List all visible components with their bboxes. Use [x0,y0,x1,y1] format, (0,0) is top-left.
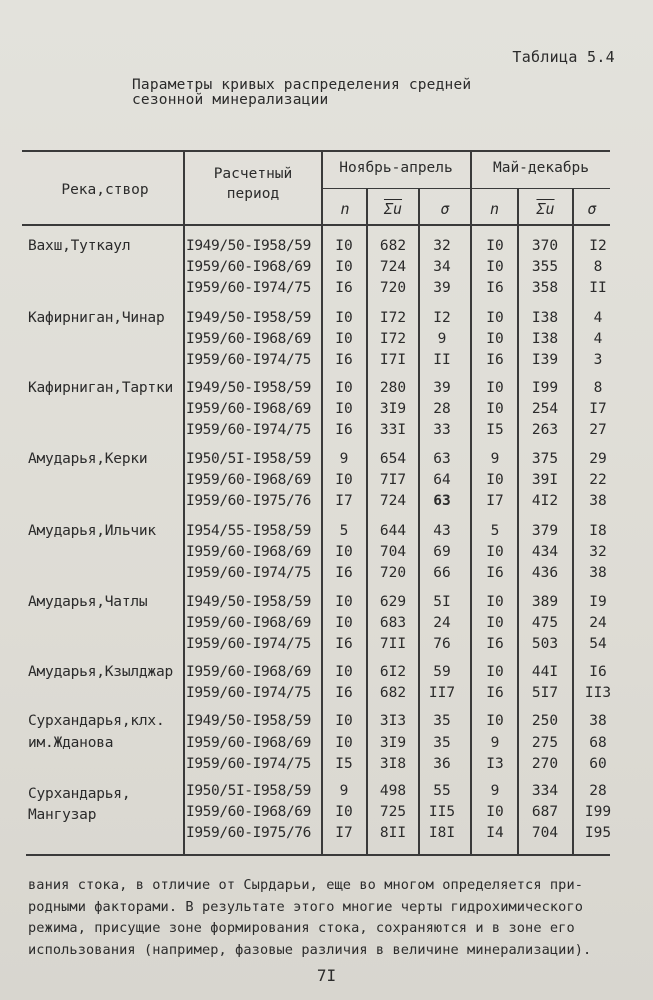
sum-u-cell: 503 [531,636,559,652]
period-cell: I959/60-I968/69 [186,804,311,820]
table-row [0,802,653,823]
table-row [0,491,653,512]
period-cell: I949/50-I958/59 [186,594,311,610]
period-cell: I959/60-I974/75 [186,565,311,581]
sigma-cell: II [589,280,607,296]
sigma-cell: 8 [593,380,603,396]
sigma-cell: 76 [433,636,451,652]
table-row [0,542,653,563]
sum-u-cell: 682 [379,685,407,701]
sum-u-cell: I72 [379,310,407,326]
n-cell: I6 [335,280,353,296]
table-row [0,449,653,470]
n-cell: I6 [486,352,504,368]
n-cell: I7 [335,493,353,509]
n-cell: I5 [335,756,353,772]
sum-u-cell: 39I [531,472,559,488]
river-station: Амударья,Ильчик [28,523,156,539]
header-n: n [340,200,350,218]
sigma-cell: 38 [589,565,607,581]
period-cell: I950/5I-I958/59 [186,783,311,799]
header-season-nov-apr: Ноябрь-апрель [339,160,453,176]
sigma-cell: 39 [433,280,451,296]
sigma-cell: I6 [589,664,607,680]
sigma-cell: 28 [433,401,451,417]
title-line: Параметры кривых распределения средней [132,77,472,93]
sum-u-cell: I38 [531,310,559,326]
table-row [0,420,653,441]
sigma-cell: 43 [433,523,451,539]
header-bottom-rule [22,224,610,226]
n-cell: I0 [486,472,504,488]
sum-u-cell: 720 [379,280,407,296]
table-row [0,278,653,299]
sigma-cell: 4 [593,331,603,347]
sum-u-cell: 379 [531,523,559,539]
n-cell: I6 [335,352,353,368]
table-row [0,754,653,775]
n-cell: I0 [486,804,504,820]
n-cell: I4 [486,825,504,841]
table-row [0,470,653,491]
sigma-cell: 63 [433,493,451,509]
sum-u-cell: I38 [531,331,559,347]
table-row [0,308,653,329]
river-station: Вахш,Туткаул [28,238,131,254]
sigma-cell: 36 [433,756,451,772]
sum-u-cell: 683 [379,615,407,631]
sum-u-cell: 7I7 [379,472,407,488]
n-cell: I6 [486,280,504,296]
n-cell: I0 [486,380,504,396]
sum-u-cell: 720 [379,565,407,581]
period-cell: I959/60-I974/75 [186,280,311,296]
sum-u-cell: 704 [531,825,559,841]
table-top-rule [22,150,610,152]
body-paragraph [28,875,628,961]
table-row [0,378,653,399]
period-cell: I959/60-I974/75 [186,685,311,701]
n-cell: I0 [486,664,504,680]
sigma-cell: 35 [433,735,451,751]
river-station: им.Жданова [28,735,114,751]
sigma-cell: I8 [589,523,607,539]
n-cell: 9 [490,735,500,751]
n-cell: 9 [339,783,349,799]
sigma-cell: 63 [433,451,451,467]
n-cell: I0 [335,331,353,347]
sigma-cell: I2 [589,238,607,254]
sum-u-cell: 3I9 [379,401,407,417]
n-cell: I6 [335,565,353,581]
n-cell: I0 [335,664,353,680]
table-title [132,78,532,108]
n-cell: I0 [486,238,504,254]
n-cell: I6 [335,422,353,438]
sum-u-cell: 358 [531,280,559,296]
n-cell: I0 [486,259,504,275]
table-row [0,634,653,655]
n-cell: I0 [335,380,353,396]
sum-u-cell: 682 [379,238,407,254]
header-river: Река,створ [61,182,149,198]
sum-u-cell: 3I8 [379,756,407,772]
n-cell: I3 [486,756,504,772]
period-cell: I950/5I-I958/59 [186,451,311,467]
table-row [0,521,653,542]
n-cell: I0 [335,713,353,729]
period-cell: I959/60-I974/75 [186,352,311,368]
sigma-cell: II [433,352,451,368]
period-cell: I959/60-I974/75 [186,422,311,438]
n-cell: I0 [486,331,504,347]
sum-u-cell: 33I [379,422,407,438]
sigma-cell: 5I [433,594,451,610]
sum-u-cell: 8II [379,825,407,841]
n-cell: 9 [490,783,500,799]
table-row [0,662,653,683]
sum-u-cell: 498 [379,783,407,799]
sigma-cell: I2 [433,310,451,326]
period-cell: I959/60-I974/75 [186,756,311,772]
n-cell: I0 [335,804,353,820]
sum-u-cell: 355 [531,259,559,275]
sum-u-cell: 280 [379,380,407,396]
table-number: Таблица 5.4 [512,48,615,66]
sigma-cell: 59 [433,664,451,680]
sigma-cell: 38 [589,493,607,509]
sigma-cell: 9 [437,331,447,347]
sum-u-cell: 687 [531,804,559,820]
n-cell: I6 [486,685,504,701]
sigma-cell: 38 [589,713,607,729]
sigma-cell: I7 [589,401,607,417]
sigma-cell: 29 [589,451,607,467]
sigma-cell: 8 [593,259,603,275]
table-row [0,399,653,420]
n-cell: I0 [335,615,353,631]
header-period-line2: период [226,186,280,202]
n-cell: 9 [490,451,500,467]
sigma-cell: 55 [433,783,451,799]
sum-u-cell: 7II [379,636,407,652]
sigma-cell: II3 [584,685,612,701]
period-cell: I959/60-I968/69 [186,544,311,560]
table-row [0,350,653,371]
table-row [0,563,653,584]
n-cell: I0 [335,594,353,610]
sum-u-cell: 370 [531,238,559,254]
sum-u-cell: 644 [379,523,407,539]
text-line: родными факторами. В результате этого многие черты гидрохимического [28,898,584,915]
sigma-cell: 54 [589,636,607,652]
n-cell: I6 [335,685,353,701]
period-cell: I949/50-I958/59 [186,238,311,254]
table-row [0,823,653,844]
sigma-cell: 66 [433,565,451,581]
text-line: использования (например, фазовые различия в величине минерализации). [28,941,592,958]
sum-u-cell: 254 [531,401,559,417]
sum-u-cell: 389 [531,594,559,610]
sigma-cell: 69 [433,544,451,560]
sum-u-cell: I72 [379,331,407,347]
period-cell: I954/55-I958/59 [186,523,311,539]
sum-u-cell: 6I2 [379,664,407,680]
n-cell: I0 [335,472,353,488]
header-sum-u: $\overline{\Sigma u}$ [536,200,555,218]
table-row [0,711,653,732]
table-row [0,613,653,634]
sum-u-cell: 5I7 [531,685,559,701]
table-row [0,733,653,754]
period-cell: I949/50-I958/59 [186,380,311,396]
sigma-cell: 3 [593,352,603,368]
period-cell: I959/60-I975/76 [186,825,311,841]
sum-u-cell: 3I9 [379,735,407,751]
sum-u-cell: 3I3 [379,713,407,729]
n-cell: I0 [486,401,504,417]
sum-u-cell: 704 [379,544,407,560]
header-period-line1: Расчетный [213,166,293,182]
sum-u-cell: 629 [379,594,407,610]
sum-u-cell: 263 [531,422,559,438]
header-season-may-dec: Май-декабрь [492,160,590,176]
river-station: Амударья,Кзылджар [28,664,174,680]
table-row [0,683,653,704]
sigma-cell: 24 [589,615,607,631]
sum-u-cell: 375 [531,451,559,467]
sum-u-cell: I39 [531,352,559,368]
period-cell: I959/60-I968/69 [186,259,311,275]
table-bottom-rule [26,854,610,856]
header-n: n [489,200,500,218]
n-cell: I7 [486,493,504,509]
n-cell: 5 [490,523,500,539]
table-row [0,781,653,802]
n-cell: I0 [486,615,504,631]
header-sigma: σ [440,200,450,218]
n-cell: I0 [486,713,504,729]
sigma-cell: 64 [433,472,451,488]
sum-u-cell: 275 [531,735,559,751]
period-cell: I959/60-I968/69 [186,615,311,631]
sigma-cell: 28 [589,783,607,799]
river-station: Амударья,Керки [28,451,148,467]
sigma-cell: 35 [433,713,451,729]
n-cell: I6 [486,636,504,652]
n-cell: I6 [486,565,504,581]
sigma-cell: 32 [589,544,607,560]
sum-u-cell: 654 [379,451,407,467]
sigma-cell: II5 [428,804,456,820]
river-station: Мангузар [28,807,97,823]
sigma-cell: I99 [584,804,612,820]
period-cell: I959/60-I968/69 [186,472,311,488]
sum-u-cell: 475 [531,615,559,631]
n-cell: I0 [335,544,353,560]
sum-u-cell: 334 [531,783,559,799]
period-cell: I959/60-I968/69 [186,401,311,417]
river-station: Сурхандарья,клх. [28,713,165,729]
sigma-cell: I8I [428,825,456,841]
period-cell: I949/50-I958/59 [186,310,311,326]
period-cell: I959/60-I968/69 [186,331,311,347]
sigma-cell: 32 [433,238,451,254]
sigma-cell: 68 [589,735,607,751]
sum-u-cell: 724 [379,493,407,509]
sigma-cell: I9 [589,594,607,610]
sum-u-cell: I99 [531,380,559,396]
sum-u-cell: 4I2 [531,493,559,509]
sigma-cell: 39 [433,380,451,396]
sigma-cell: 27 [589,422,607,438]
table-row [0,236,653,257]
period-cell: I959/60-I975/76 [186,493,311,509]
sigma-cell: II7 [428,685,456,701]
period-cell: I959/60-I974/75 [186,636,311,652]
river-station: Амударья,Чатлы [28,594,148,610]
period-cell: I949/50-I958/59 [186,713,311,729]
sum-u-cell: 270 [531,756,559,772]
sigma-cell: I95 [584,825,612,841]
sigma-cell: 60 [589,756,607,772]
sum-u-cell: 44I [531,664,559,680]
river-station: Сурхандарья, [28,786,131,802]
sum-u-cell: 436 [531,565,559,581]
n-cell: I6 [335,636,353,652]
river-station: Кафирниган,Тартки [28,380,174,396]
n-cell: 9 [339,451,349,467]
sigma-cell: 24 [433,615,451,631]
sigma-cell: 22 [589,472,607,488]
sum-u-cell: I7I [379,352,407,368]
sum-u-cell: 724 [379,259,407,275]
sigma-cell: 33 [433,422,451,438]
table-row [0,592,653,613]
sigma-cell: 34 [433,259,451,275]
period-cell: I959/60-I968/69 [186,735,311,751]
n-cell: I0 [335,259,353,275]
n-cell: I7 [335,825,353,841]
text-line: вания стока, в отличие от Сырдарьи, еще во многом определяется при- [28,877,584,893]
n-cell: I0 [486,544,504,560]
n-cell: I5 [486,422,504,438]
river-station: Кафирниган,Чинар [28,310,165,326]
n-cell: 5 [339,523,349,539]
n-cell: I0 [335,401,353,417]
sum-u-cell: 725 [379,804,407,820]
header-sum-u: $\overline{\Sigma u}$ [383,200,403,218]
header-sigma: σ [587,200,597,218]
n-cell: I0 [335,735,353,751]
text-line: режима, присущие зоне формирования стока, сохраняются и в зоне его [28,920,575,936]
sum-u-cell: 250 [531,713,559,729]
table-row [0,257,653,278]
period-cell: I959/60-I968/69 [186,664,311,680]
table-row [0,329,653,350]
sigma-cell: 4 [593,310,603,326]
n-cell: I0 [486,310,504,326]
sum-u-cell: 434 [531,544,559,560]
n-cell: I0 [335,238,353,254]
title-line: сезонной минерализации [132,92,329,108]
page-number: 7I [316,966,337,985]
n-cell: I0 [486,594,504,610]
n-cell: I0 [335,310,353,326]
